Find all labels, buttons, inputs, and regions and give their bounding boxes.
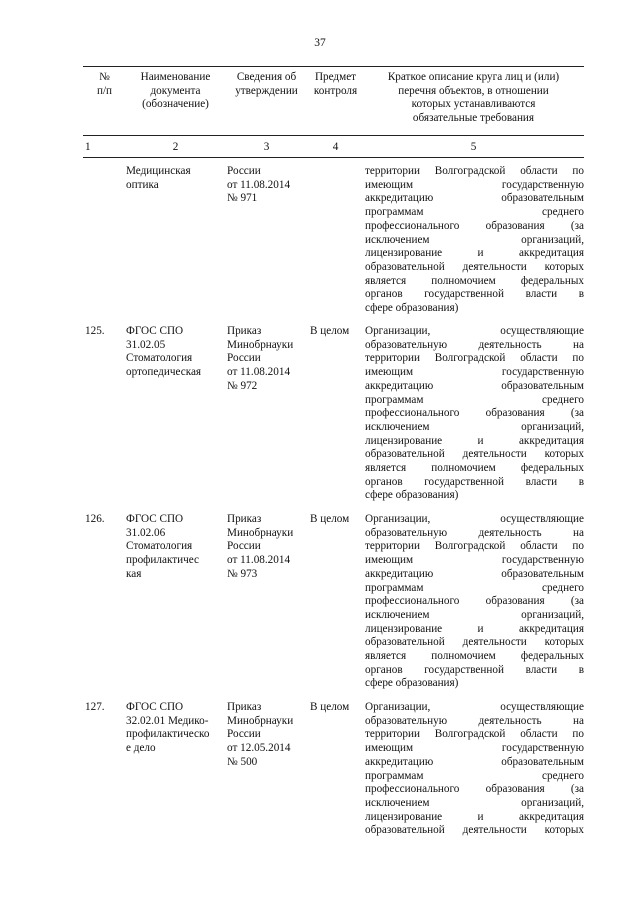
document-line: е дело (126, 742, 156, 755)
row-number: 126. (85, 513, 105, 525)
description-line: территории Волгоградской области по (365, 165, 584, 177)
description-line: аккредитацию образовательным (365, 379, 584, 392)
column-number: 2 (172, 141, 179, 153)
header-text: обязательные требования (412, 111, 535, 124)
header-text: Сведения об (236, 71, 297, 83)
document-line: ортопедическая (126, 366, 202, 379)
header-col-subject (308, 67, 363, 135)
column-number: 1 (85, 141, 91, 153)
description-line: Организации, осуществляющие (365, 513, 584, 525)
description-line: лицензирование и аккредитация (365, 810, 584, 823)
header-text: № (99, 71, 110, 83)
approval-line: Минобрнауки (227, 338, 294, 351)
header-text: которых устанавливаются (411, 98, 536, 110)
row-document (126, 325, 225, 503)
description-line: сфере образования) (365, 677, 459, 690)
description-line: образовательную деятельность на (365, 526, 584, 539)
header-col-document (126, 67, 225, 135)
description-line: профессионального образования (за (365, 595, 584, 608)
approval-line: Приказ (227, 513, 262, 525)
table-row (83, 701, 584, 838)
description-line: органов государственной власти в (365, 288, 584, 301)
row-approval (225, 165, 308, 316)
document-line: оптика (126, 178, 159, 191)
document-line: профилактичес (126, 554, 199, 567)
row-document (126, 165, 225, 316)
header-col-description (363, 67, 584, 135)
description-line: имеющим государственную (365, 554, 584, 567)
description-line: исключением организаций, (365, 796, 584, 809)
table-row (83, 325, 584, 503)
document-line: Стоматология (126, 352, 193, 365)
description-line: аккредитацию образовательным (365, 567, 584, 580)
header-text: Краткое описание круга лиц и (или) (387, 71, 560, 83)
description-line: лицензирование и аккредитация (365, 434, 584, 447)
approval-line: Минобрнауки (227, 714, 294, 727)
description-line: Организации, осуществляющие (365, 701, 584, 713)
description-line: органов государственной власти в (365, 475, 584, 488)
description-line: является полномочием федеральных (365, 650, 584, 663)
table-row (83, 513, 584, 691)
description-line: является полномочием федеральных (365, 462, 584, 475)
document-line: 32.02.01 Медико- (126, 714, 209, 727)
description-line: лицензирование и аккредитация (365, 622, 584, 635)
description-line: территории Волгоградской области по (365, 540, 584, 553)
description-line: профессионального образования (за (365, 783, 584, 796)
row-document (126, 701, 225, 838)
header-text: (обозначение) (142, 98, 209, 110)
table-row (83, 165, 584, 316)
header-text: п/п (96, 84, 113, 97)
row-approval (225, 701, 308, 838)
description-line: территории Волгоградской области по (365, 352, 584, 365)
approval-line: Приказ (227, 701, 262, 713)
approval-line: Минобрнауки (227, 526, 294, 539)
row-description (363, 513, 584, 691)
row-description (363, 701, 584, 838)
description-line: профессионального образования (за (365, 407, 584, 420)
header-col-approval (225, 67, 308, 135)
document-line: ФГОС СПО (126, 325, 184, 337)
document-line: ФГОС СПО (126, 513, 184, 525)
description-line: программам среднего (365, 206, 584, 219)
row-approval (225, 513, 308, 691)
description-line: сфере образования) (365, 489, 459, 502)
page-number: 37 (314, 37, 326, 49)
approval-line: № 973 (227, 567, 258, 580)
row-number (83, 165, 126, 316)
row-subject (308, 165, 363, 316)
description-line: образовательную деятельность на (365, 714, 584, 727)
description-line: территории Волгоградской области по (365, 728, 584, 741)
description-line: аккредитацию образовательным (365, 755, 584, 768)
row-subject: В целом (310, 513, 350, 525)
approval-line: России (227, 728, 261, 741)
document-line: ФГОС СПО (126, 701, 184, 713)
description-line: исключением организаций, (365, 420, 584, 433)
column-number: 4 (332, 141, 339, 153)
description-line: аккредитацию образовательным (365, 192, 584, 205)
document-line: 31.02.06 (126, 526, 166, 539)
approval-line: № 500 (227, 755, 258, 768)
description-line: исключением организаций, (365, 608, 584, 621)
description-line: образовательной деятельности которых (365, 636, 584, 649)
description-line: программам среднего (365, 769, 584, 782)
row-description (363, 165, 584, 316)
document-line: Стоматология (126, 540, 193, 553)
document-line: кая (126, 567, 142, 580)
row-description (363, 325, 584, 503)
description-line: сфере образования) (365, 302, 459, 315)
row-approval (225, 325, 308, 503)
header-text: перечня объектов, в отношении (398, 84, 549, 97)
header-text: контроля (313, 84, 358, 97)
row-number: 127. (85, 701, 105, 713)
header-col-number (83, 67, 126, 135)
approval-line: Приказ (227, 325, 262, 337)
header-titles-row (83, 67, 584, 136)
approval-line: России (227, 540, 261, 553)
description-line: имеющим государственную (365, 366, 584, 379)
column-number: 5 (470, 141, 477, 153)
description-line: образовательной деятельности которых (365, 448, 584, 461)
description-line: имеющим государственную (365, 742, 584, 755)
description-line: образовательной деятельности которых (365, 260, 584, 273)
header-text: Наименование (140, 71, 211, 83)
approval-line: России (227, 165, 261, 177)
header-text: Предмет (314, 71, 357, 83)
description-line: профессионального образования (за (365, 219, 584, 232)
approval-line: № 971 (227, 192, 258, 205)
description-line: исключением организаций, (365, 233, 584, 246)
approval-line: от 11.08.2014 (227, 554, 291, 567)
row-subject: В целом (310, 325, 350, 337)
table-header (83, 66, 584, 158)
approval-line: России (227, 352, 261, 365)
header-text: утверждении (235, 84, 298, 97)
column-number: 3 (263, 141, 270, 153)
approval-line: № 972 (227, 379, 258, 392)
document-line: профилактическо (126, 728, 210, 741)
row-document (126, 513, 225, 691)
description-line: образовательную деятельность на (365, 338, 584, 351)
header-numbers-row (83, 136, 584, 157)
approval-line: от 12.05.2014 (227, 742, 291, 755)
description-line: имеющим государственную (365, 178, 584, 191)
row-subject: В целом (310, 701, 350, 713)
description-line: лицензирование и аккредитация (365, 247, 584, 260)
row-number: 125. (85, 325, 105, 337)
approval-line: от 11.08.2014 (227, 366, 291, 379)
document-line: Медицинская (126, 165, 191, 177)
description-line: Организации, осуществляющие (365, 325, 584, 337)
document-line: 31.02.05 (126, 338, 166, 351)
description-line: программам среднего (365, 393, 584, 406)
description-line: образовательной деятельности которых (365, 824, 584, 837)
description-line: является полномочием федеральных (365, 274, 584, 287)
header-text: документа (150, 84, 201, 97)
description-line: органов государственной власти в (365, 663, 584, 676)
approval-line: от 11.08.2014 (227, 178, 291, 191)
description-line: программам среднего (365, 581, 584, 594)
